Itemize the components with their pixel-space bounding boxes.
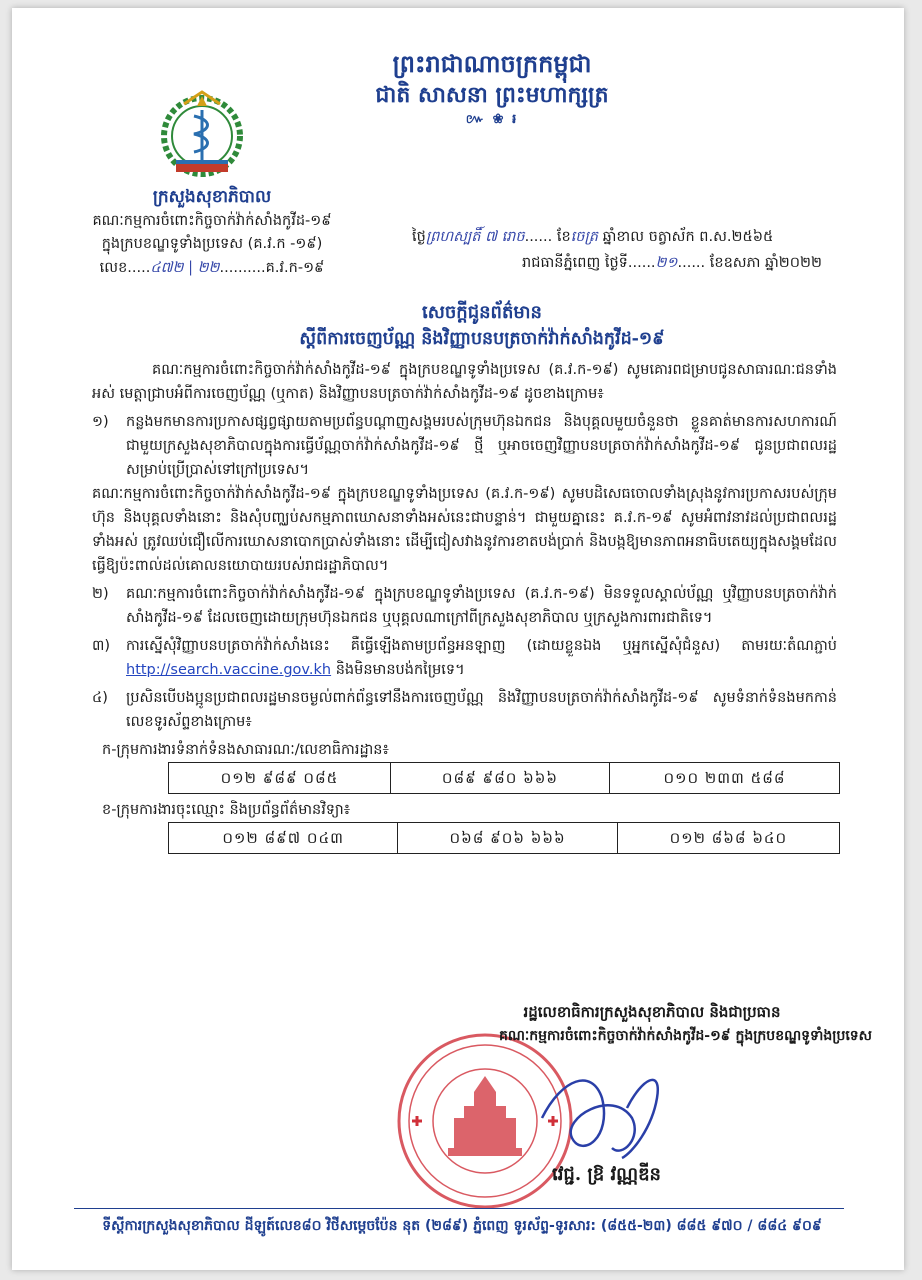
ministry-block bbox=[52, 184, 372, 280]
lunar-date bbox=[412, 224, 832, 250]
title-line-2: ស្តីពីការចេញប័ណ្ណ និងវិញ្ញាបនបត្រចាក់វ៉ាក់សាំងកូវីដ-១៩ bbox=[299, 329, 665, 349]
item-1-text: កន្លងមកមានការប្រកាសផ្សព្វផ្សាយតាមប្រព័ន្ធបណ្តាញសង្គមរបស់ក្រុមហ៊ុនឯកជន និងបុគ្គលមួយចំនួនថា ខ្លួនគាត់មានការសហការណ៍ជាមួយក្រសួងសុខាភិបាលក្នុងការធ្វើប័ណ្ណចាក់វ៉ាក់សាំងកូវីដ-១៩ ថ្មី ឬអាចចេញវិញ្ញាបនបត្រចាក់វ៉ាក់សាំងកូវីដ-១៩ ជូនប្រជាពលរដ្ឋសម្រាប់ប្រើប្រាស់ទៅក្រៅប្រទេស។ bbox=[126, 414, 837, 478]
phone-number: ០១០ ២៣៣ ៥៨៨ bbox=[610, 763, 840, 794]
title-line-1: សេចក្តីជូនព័ត៌មាន bbox=[422, 302, 542, 323]
phone-number: ០១២ ៨៩៧ ០៤៣ bbox=[169, 823, 398, 854]
signer-title-line-1: រដ្ឋលេខាធិការក្រសួងសុខាភិបាល និងជាប្រធាន bbox=[523, 1003, 781, 1021]
group-2-label: ខ-ក្រុមការងារចុះឈ្មោះ និងប្រព័ន្ធព័ត៌មានវិទ្យា៖ bbox=[102, 802, 351, 818]
ref-suffix: ..........គ.វ.ក-១៩ bbox=[219, 260, 325, 276]
lunar-year: ឆ្នាំខាល ចត្វាស័ក ព.ស.២៥៦៥ bbox=[598, 229, 774, 245]
kingdom-header bbox=[282, 48, 702, 130]
ornament: ៚ ❀ ៛ bbox=[465, 112, 519, 127]
item-3-text: ការស្នើសុំវិញ្ញាបនបត្រចាក់វ៉ាក់សាំងនេះ គឺធ្វើឡើងតាមប្រព័ន្ធអនឡាញ (ដោយខ្លួនឯង ឬអ្នកស្នើសុំជំនួស) តាមរយៈតំណភ្ជាប់ bbox=[126, 638, 837, 654]
date-block bbox=[412, 224, 832, 276]
month-text: ...... ខែឧសភា ឆ្នាំ២០២២ bbox=[677, 255, 822, 271]
item-number: ៤) bbox=[92, 690, 108, 706]
city-text: រាជធានីភ្នំពេញ ថ្ងៃទី...... bbox=[522, 255, 656, 271]
item-2-text: គណៈកម្មការចំពោះកិច្ចចាក់វ៉ាក់សាំងកូវីដ-១៩ ក្នុងក្របខណ្ឌទូទាំងប្រទេស (គ.វ.ក-១៩) មិនទទួលស្គាល់ប័ណ្ណ ឬវិញ្ញាបនបត្រចាក់វ៉ាក់សាំងកូវីដ-១៩ ដែលចេញដោយក្រុមហ៊ុនឯកជន ឬបុគ្គលណាក្រៅពីក្រសួងសុខាភិបាល ឬក្រសួងការពារជាតិទេ។ bbox=[126, 586, 837, 626]
lunar-mid: ...... ខែ bbox=[524, 229, 571, 245]
vaccine-search-link[interactable]: http://search.vaccine.gov.kh bbox=[126, 662, 332, 678]
national-motto: ជាតិ សាសនា ព្រះមហាក្សត្រ bbox=[375, 82, 609, 108]
signature-block bbox=[312, 1000, 872, 1048]
item-number: ២) bbox=[92, 586, 109, 602]
item-4-text: ប្រសិនបើបងប្អូនប្រជាពលរដ្ឋមានចម្ងល់ពាក់ព័ន្ធទៅនឹងការចេញប័ណ្ណ និងវិញ្ញាបនបត្រចាក់វ៉ាក់សាំងកូវីដ-១៩ សូមទំនាក់ទំនងមកកាន់លេខទូរស័ព្ទខាងក្រោម៖ bbox=[126, 690, 837, 730]
ref-handwritten: ៤៧២ | ២២ bbox=[150, 260, 220, 276]
document-title bbox=[162, 300, 802, 352]
signer-name: វេជ្ជ. ឱ្រ វណ្ណឌីន bbox=[552, 1164, 661, 1185]
day-handwritten: ២១ bbox=[655, 255, 678, 271]
committee-line-2: ក្នុងក្របខណ្ឌទូទាំងប្រទេស (គ.វ.ក -១៩) bbox=[101, 236, 323, 252]
ref-prefix: លេខ..... bbox=[99, 260, 151, 276]
footer-address: ទីស្តីការក្រសួងសុខាភិបាល ដីឡូត៍លេខ៨០ វិថីសម្តេចប៉ែន នុត (២៨៩) ភ្នំពេញ ទូរស័ព្ទ-ទូរសារ: (៨៥៥-២៣) ៨៨៥ ៩៧០ / ៨៨៤ ៩០៩ bbox=[102, 1218, 822, 1234]
phone-number: ០៦៨ ៩០៦ ៦៦៦ bbox=[398, 823, 617, 854]
item-3-tail: និងមិនមានបង់កម្រៃទេ។ bbox=[331, 662, 465, 678]
group-1-label: ក-ក្រុមការងារទំនាក់ទំនងសាធារណៈ/លេខាធិការដ្ឋាន៖ bbox=[102, 742, 389, 758]
list-item-2 bbox=[92, 582, 837, 630]
ministry-name: ក្រសួងសុខាភិបាល bbox=[152, 187, 272, 207]
solar-date bbox=[412, 250, 832, 276]
phone-number: ០៨៩ ៩៨០ ៦៦៦ bbox=[390, 763, 609, 794]
kingdom-title: ព្រះរាជាណាចក្រកម្ពុជា bbox=[392, 49, 592, 78]
signer-title-line-2: គណៈកម្មការចំពោះកិច្ចចាក់វ៉ាក់សាំងកូវីដ-១៩ ក្នុងក្របខណ្ឌទូទាំងប្រទេស bbox=[499, 1028, 872, 1044]
footer-divider bbox=[74, 1208, 844, 1209]
lunar-prefix: ថ្ងៃ bbox=[412, 229, 426, 245]
ministry-logo-icon bbox=[154, 86, 250, 182]
document-body bbox=[92, 358, 837, 854]
item-number: ១) bbox=[92, 414, 109, 430]
committee-line-1: គណៈកម្មការចំពោះកិច្ចចាក់វ៉ាក់សាំងកូវីដ-១៩ bbox=[92, 213, 332, 229]
lunar-month-handwritten: ចេត្រ bbox=[570, 229, 599, 245]
lunar-day-handwritten: ព្រហស្បតិ៍ ៧ រោច bbox=[425, 229, 525, 245]
list-item-4 bbox=[92, 686, 837, 734]
list-item-3 bbox=[92, 634, 837, 682]
phone-number: ០១២ ៨៦៨ ៦៤០ bbox=[617, 823, 839, 854]
group-2-phone-table bbox=[168, 822, 840, 854]
reference-number bbox=[52, 256, 372, 280]
item-number: ៣) bbox=[92, 638, 111, 654]
handwritten-signature-icon bbox=[532, 1058, 682, 1168]
item-1-text-2: គណៈកម្មការចំពោះកិច្ចចាក់វ៉ាក់សាំងកូវីដ-១៩ ក្នុងក្របខណ្ឌទូទាំងប្រទេស (គ.វ.ក-១៩) សូមបដិសេធចោលទាំងស្រុងនូវការប្រកាសរបស់ក្រុមហ៊ុន និងបុគ្គលទាំងនោះ និងសុំបញ្ឈប់សកម្មភាពឃោសនាទាំងអស់នេះជាបន្ទាន់។ ជាមួយគ្នានេះ គ.វ.ក-១៩ សូមអំពាវនាវដល់ប្រជាពលរដ្ឋទាំងអស់ ត្រូវឈប់ជឿលើការឃោសនាបោកប្រាស់ទាំងនោះ ដើម្បីជៀសវាងនូវការខាតបង់ប្រាក់ និងបង្កឱ្យមានភាពអនាធិបតេយ្យក្នុងសង្គមដែលធ្វើឱ្យប៉ះពាល់ដល់គោលនយោបាយរបស់រាជរដ្ឋាភិបាល។ bbox=[92, 486, 837, 574]
intro-paragraph: គណៈកម្មការចំពោះកិច្ចចាក់វ៉ាក់សាំងកូវីដ-១៩ ក្នុងក្របខណ្ឌទូទាំងប្រទេស (គ.វ.ក-១៩) សូមគោរពជម្រាបជូនសាធារណៈជនទាំងអស់ មេត្តាជ្រាបអំពីការចេញប័ណ្ណ (ឬកាត) និងវិញ្ញាបនបត្រចាក់វ៉ាក់សាំងកូវីដ-១៩ ដូចខាងក្រោម៖ bbox=[92, 362, 837, 402]
document-page bbox=[12, 8, 904, 1270]
phone-number: ០១២ ៩៨៩ ០៨៥ bbox=[169, 763, 391, 794]
item-3-paragraph bbox=[126, 634, 837, 682]
group-1-phone-table bbox=[168, 762, 840, 794]
list-item-1 bbox=[92, 410, 837, 578]
